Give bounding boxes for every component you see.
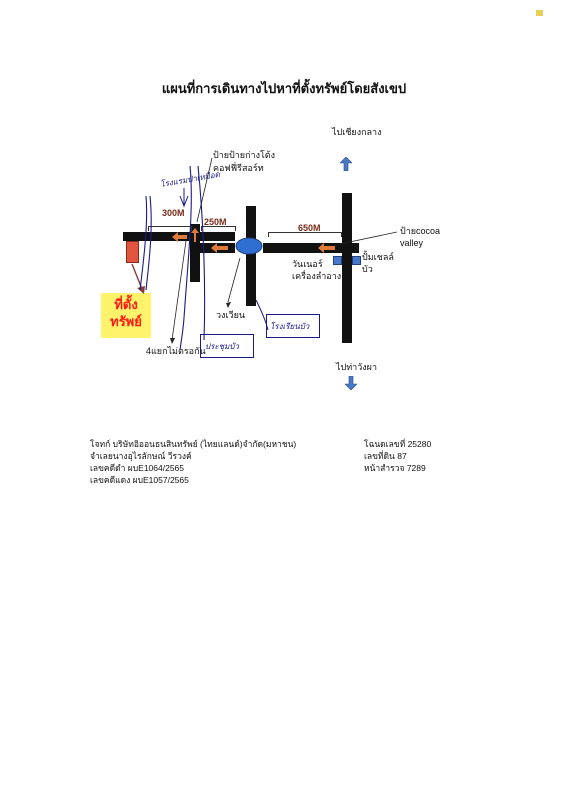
- title-deed-number: โฉนดเลขที่ 25280: [364, 439, 432, 449]
- label-to-chiang-klang: ไปเชียงกลาง: [332, 127, 382, 137]
- page-title: แผนที่การเดินทางไปหาที่ตั้งทรัพย์โดยสังเขป: [161, 81, 407, 96]
- defendant: จำเลยนางอุไรลักษณ์ วีรวงค์: [90, 451, 192, 461]
- label-sign-cocoa: ป้ายcocoa: [400, 226, 441, 236]
- case-info-left: [90, 438, 296, 486]
- property-label-line1: ที่ตั้ง: [114, 297, 138, 312]
- label-to-tha-wang-pha: ไปท่าวังผา: [336, 362, 378, 372]
- survey-page: หน้าสำรวจ 7289: [364, 463, 426, 473]
- label-roundabout: วงเวียน: [216, 310, 246, 320]
- handwritten-box-left-text: ประชุมบัว: [205, 342, 239, 351]
- distance-250: 250M: [204, 217, 227, 227]
- label-sound-shop: เครื่องลำอาง: [292, 271, 342, 281]
- handwritten-box-right-text: โรงเรียนบัว: [270, 322, 310, 331]
- label-pump-shell: ปั้มเชลล์: [362, 252, 394, 262]
- label-bua: บัว: [362, 264, 373, 274]
- plaintiff: โจทก์ บริษัทอิออนธนสินทรัพย์ (ไทยแลนด์)จำกัด(มหาชน): [90, 439, 297, 449]
- label-four-way: 4แยกไม่ตรอกัน: [146, 346, 206, 356]
- case-info-right: [364, 438, 431, 474]
- property-label-line2: ทรัพย์: [110, 314, 142, 329]
- handwritten-top-note: โรงแรมป่าเหมือด: [159, 169, 221, 190]
- distance-650: 650M: [298, 223, 321, 233]
- black-case-number: เลขคดีดำ ผบE1064/2565: [90, 463, 185, 473]
- land-number: เลขที่ดิน 87: [364, 451, 407, 461]
- red-case-number: เลขคดีแดง ผบE1057/2565: [90, 475, 189, 485]
- label-winner: วันเนอร์: [292, 259, 323, 269]
- label-sign-coffee: ป้ายป้ายก่างโต้ง: [213, 150, 276, 160]
- label-coffee-resort: คอฟฟี่รีสอร์ท: [213, 163, 264, 173]
- label-valley: valley: [400, 238, 424, 248]
- distance-300: 300M: [162, 208, 185, 218]
